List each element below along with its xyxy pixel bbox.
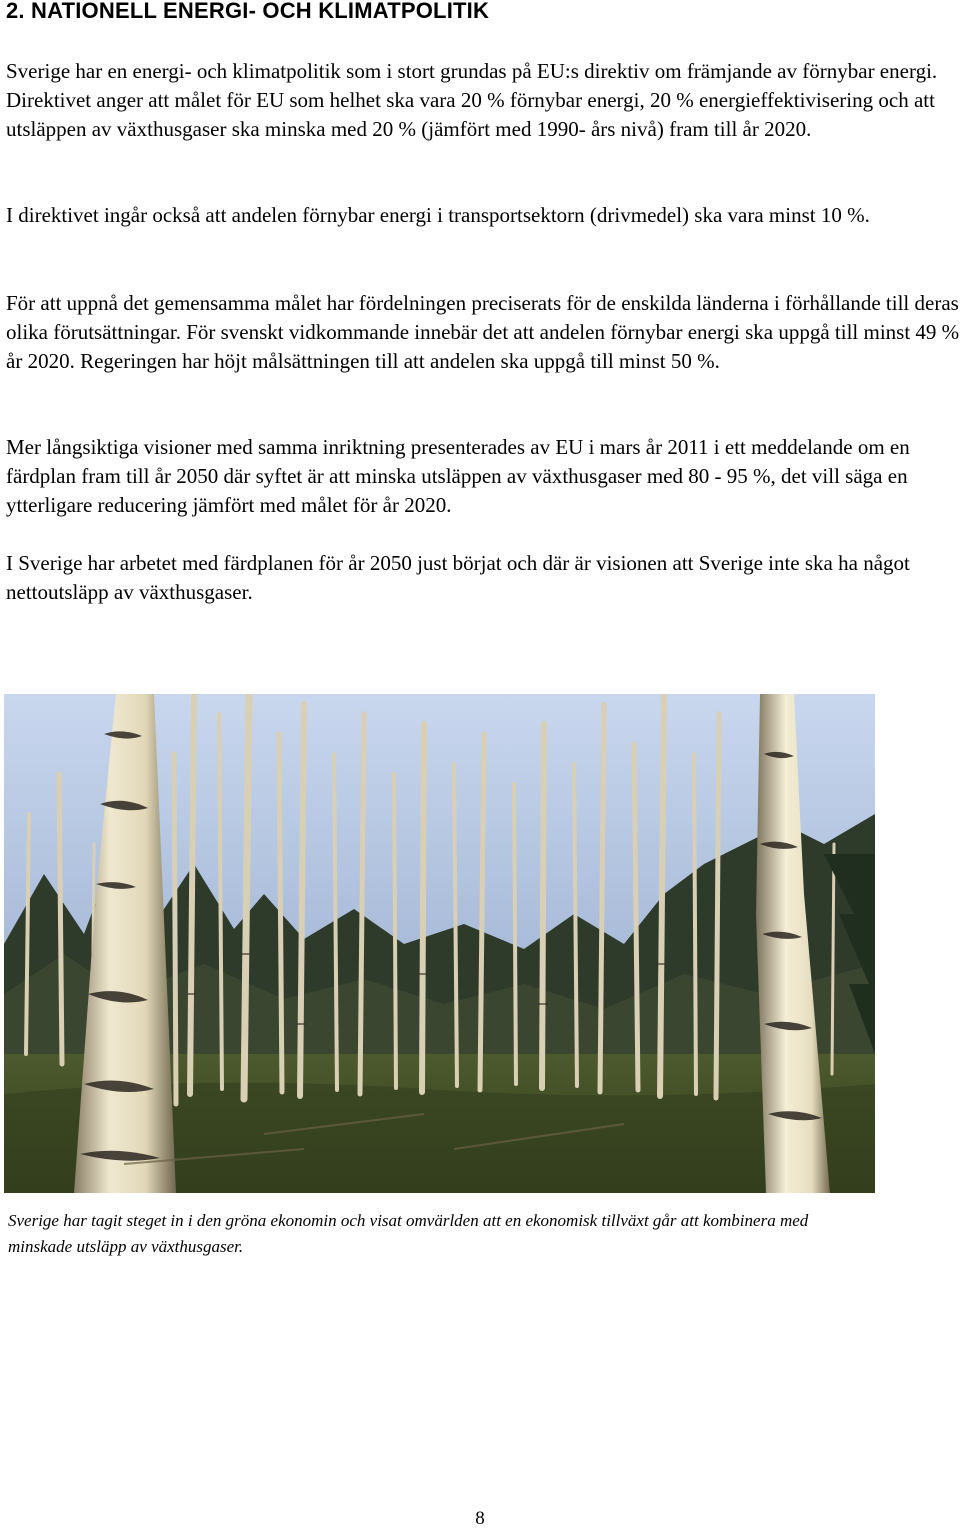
paragraph-national-allocation: För att uppnå det gemensamma målet har fördelningen preciserats för de enskilda länderna i förhållande till deras olika förutsättningar. För svenskt vidkommande innebär det att andelen förnybar energi ska uppgå till minst 49 % år 2020. Regeringen har höjt målsättningen till att andelen ska uppgå till minst 50 %. [6, 291, 960, 373]
photo-caption: Sverige har tagit steget in i den gröna ekonomin och visat omvärlden att en ekonomisk tillväxt går att kombinera med minskade utsläpp av växthusgaser. [8, 1211, 809, 1256]
paragraph-eu-directive: Sverige har en energi- och klimatpolitik som i stort grundas på EU:s direktiv om främjande av förnybar energi. Direktivet anger att målet för EU som helhet ska vara 20 % förnybar energi, 20 % energieffektivisering och att utsläppen av växthusgaser ska minska med 20 % (jämfört med 1990- års nivå) fram till år 2020. [6, 59, 938, 141]
section-heading: 2. NATIONELL ENERGI- OCH KLIMATPOLITIK [6, 0, 490, 23]
paragraph-transport-target: I direktivet ingår också att andelen förnybar energi i transportsektorn (drivmedel) ska vara minst 10 %. [6, 203, 870, 227]
birch-forest-photo [4, 694, 875, 1193]
paragraph-roadmap-2050: Mer långsiktiga visioner med samma inriktning presenterades av EU i mars år 2011 i ett meddelande om en färdplan fram till år 2050 där syftet är att minska utsläppen av växthusgaser med 80 - 95 %, det vill säga en ytterligare reducering jämfört med målet för år 2020. [6, 435, 910, 517]
page-number: 8 [475, 1508, 485, 1529]
paragraph-sweden-vision: I Sverige har arbetet med färdplanen för år 2050 just börjat och där är visionen att Sverige inte ska ha något nettoutsläpp av växthusgaser. [6, 551, 910, 604]
